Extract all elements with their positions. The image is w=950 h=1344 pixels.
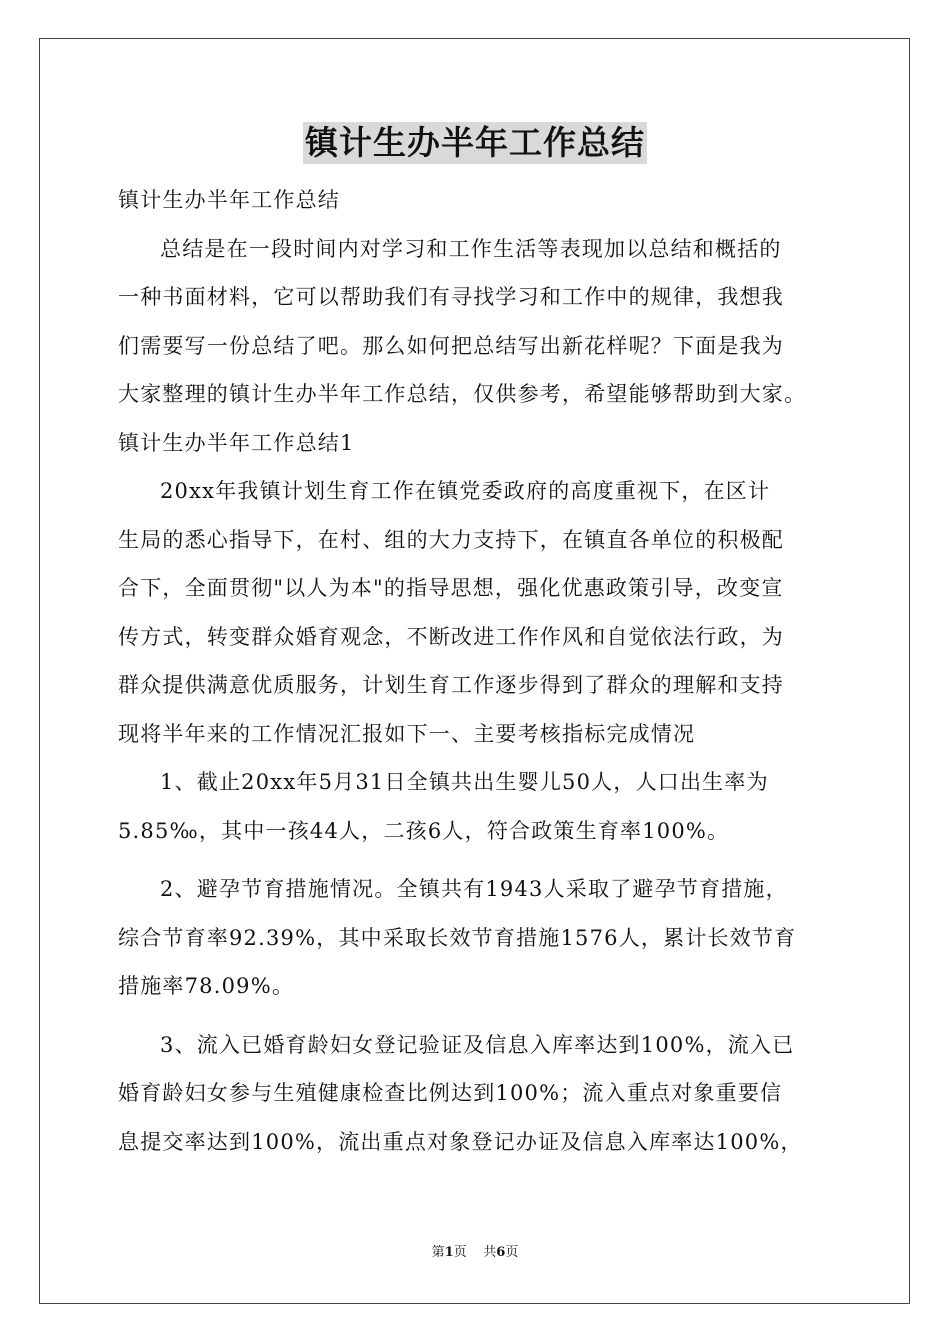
- body-line: 20xx年我镇计划生育工作在镇党委政府的高度重视下，在区计: [160, 479, 771, 503]
- body-line: 3、流入已婚育龄妇女登记验证及信息入库率达到100%，流入已: [160, 1032, 795, 1057]
- body-line: 措施率78.09%。: [118, 974, 295, 998]
- body-line: 一种书面材料，它可以帮助我们有寻找学习和工作中的规律，我想我: [118, 285, 784, 309]
- body-line: 5.85‰，其中一孩44人，二孩6人，符合政策生育率100%。: [118, 818, 730, 843]
- section-heading: 镇计生办半年工作总结1: [118, 430, 355, 455]
- page-footer: [0, 1244, 950, 1262]
- page-suffix: 页: [453, 1245, 467, 1260]
- document-title: 镇计生办半年工作总结: [305, 123, 645, 162]
- body-line: 群众提供满意优质服务，计划生育工作逐步得到了群众的理解和支持: [118, 673, 784, 697]
- body-line: 合下，全面贯彻"以人为本"的指导思想，强化优惠政策引导，改变宣: [118, 576, 784, 600]
- title-container: [0, 122, 950, 164]
- page-number: 1: [444, 1245, 454, 1260]
- total-suffix: 页: [505, 1245, 519, 1260]
- body-line: 综合节育率92.39%，其中采取长效节育措施1576人，累计长效节育: [118, 925, 797, 950]
- body-line: 们需要写一份总结了吧。那么如何把总结写出新花样呢？下面是我为: [118, 333, 784, 358]
- page-total: 6: [496, 1245, 506, 1260]
- body-line: 大家整理的镇计生办半年工作总结，仅供参考，希望能够帮助到大家。: [118, 382, 807, 406]
- body-line: 总结是在一段时间内对学习和工作生活等表现加以总结和概括的: [160, 236, 782, 261]
- body-line: 镇计生办半年工作总结: [118, 188, 340, 212]
- body-line: 传方式，转变群众婚育观念，不断改进工作作风和自觉依法行政，为: [118, 624, 784, 649]
- total-prefix: 共: [483, 1245, 497, 1260]
- body-line: 婚育龄妇女参与生殖健康检查比例达到100%；流入重点对象重要信: [118, 1081, 783, 1105]
- document-body: [118, 176, 838, 1166]
- body-line: 息提交率达到100%，流出重点对象登记办证及信息入库率达100%，: [118, 1129, 803, 1154]
- body-line: 2、避孕节育措施情况。全镇共有1943人采取了避孕节育措施，: [160, 877, 788, 901]
- body-line: 1、截止20xx年5月31日全镇共出生婴儿50人，人口出生率为: [160, 770, 769, 794]
- body-line: 现将半年来的工作情况汇报如下一、主要考核指标完成情况: [118, 721, 696, 746]
- page-prefix: 第: [431, 1245, 445, 1260]
- body-line: 生局的悉心指导下，在村、组的大力支持下，在镇直各单位的积极配: [118, 527, 784, 552]
